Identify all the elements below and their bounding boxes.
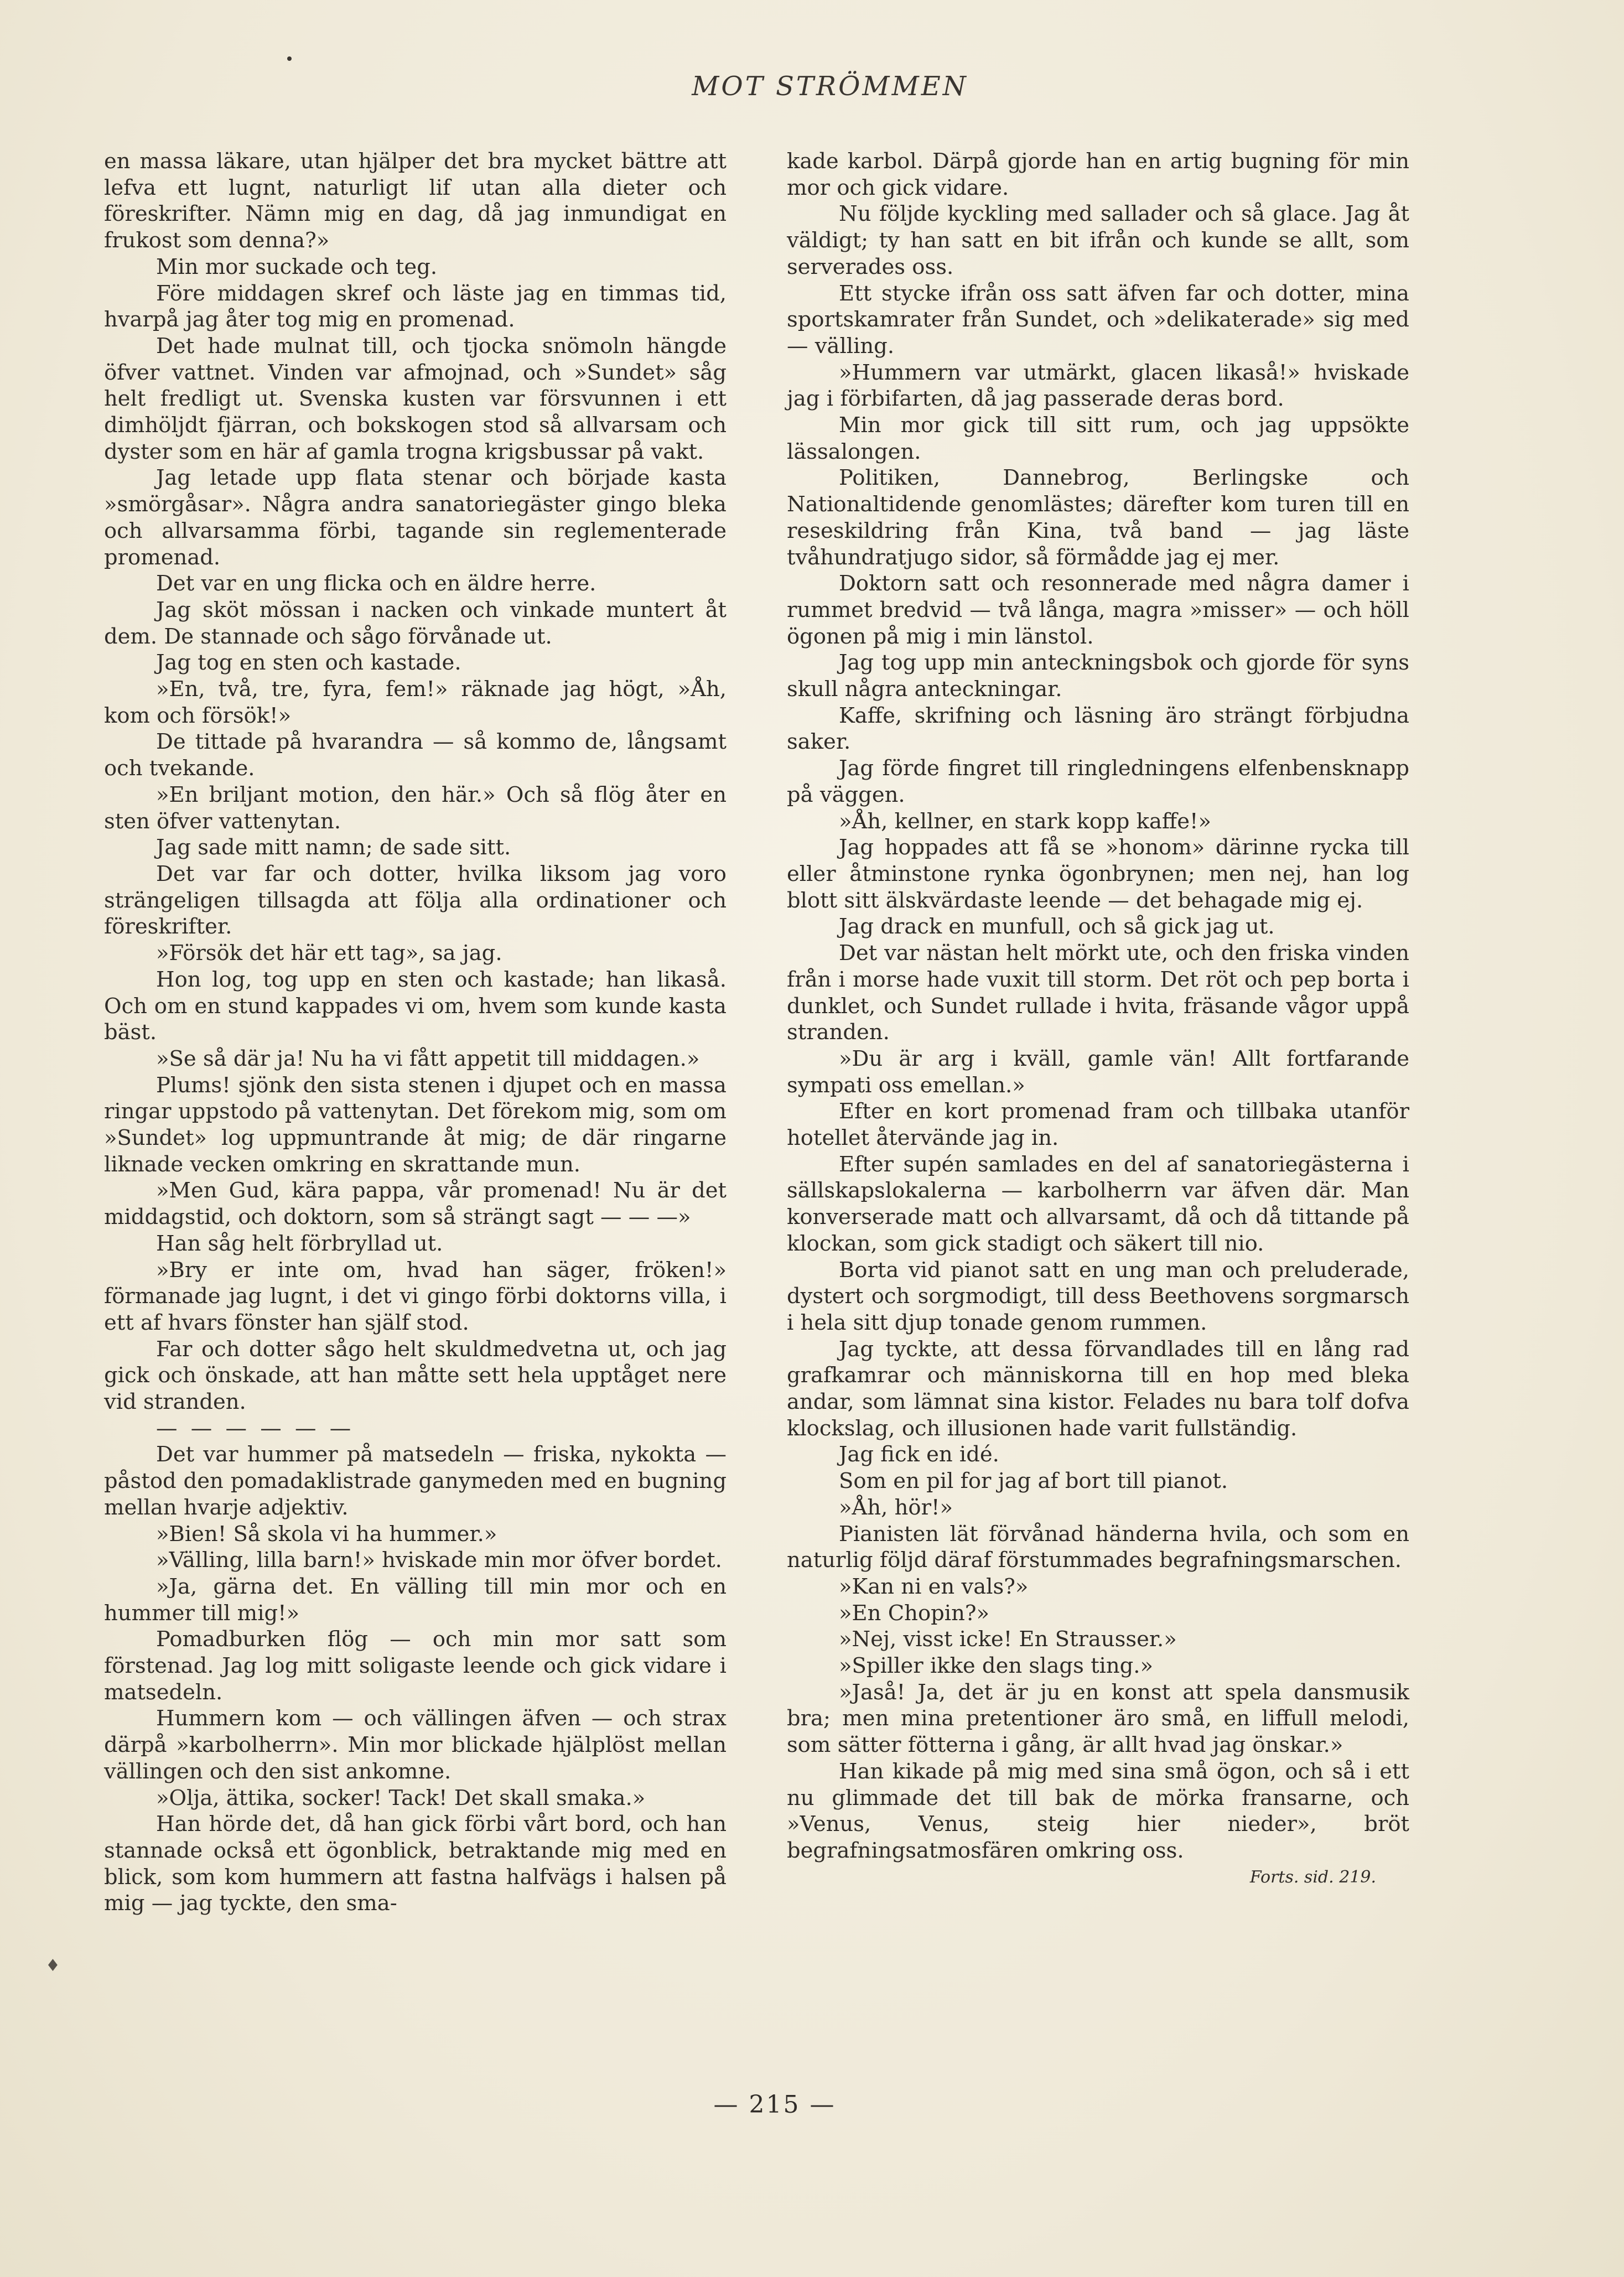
paragraph: Ett stycke ifrån oss satt äfven far och dotter, mina sportskamrater från Sundet, och »delikaterade» sig med — välling.	[787, 281, 1409, 359]
paragraph: Pianisten lät förvånad händerna hvila, och som en naturlig följd däraf förstummades begrafningsmarschen.	[787, 1521, 1409, 1573]
paragraph: Jag tog upp min anteckningsbok och gjorde för syns skull några anteckningar.	[787, 650, 1409, 702]
paragraph: Nu följde kyckling med sallader och så glace. Jag åt väldigt; ty han satt en bit ifrån och kunde se allt, som serverades oss.	[787, 201, 1409, 279]
paragraph: »Kan ni en vals?»	[839, 1574, 1029, 1599]
paragraph: Jag sköt mössan i nacken och vinkade muntert åt dem. De stannade och sågo förvånade ut.	[104, 597, 727, 649]
paragraph: Som en pil for jag af bort till pianot.	[839, 1469, 1228, 1494]
paragraph: »En, två, tre, fyra, fem!» räknade jag högt, »Åh, kom och försök!»	[104, 677, 727, 728]
paragraph: Jag sade mitt namn; de sade sitt.	[156, 835, 511, 860]
paragraph: Jag drack en munfull, och så gick jag ut.	[839, 914, 1275, 940]
page-number: — 215 —	[713, 2091, 836, 2119]
paragraph: Det var far och dotter, hvilka liksom jag voro strängeligen tillsagda att följa alla ordinationer och föreskrifter.	[104, 861, 727, 940]
paragraph: — — — — — —	[156, 1415, 355, 1441]
paragraph: »Nej, visst icke! En Strausser.»	[839, 1627, 1177, 1652]
paragraph: Borta vid pianot satt en ung man och preluderade, dystert och sorgmodigt, till dess Beethovens sorgmarsch i hela sitt djup tonade genom rummen.	[787, 1257, 1409, 1335]
paragraph: Det hade mulnat till, och tjocka snömoln hängde öfver vattnet. Vinden var afmojnad, och »Sundet» såg helt fredligt ut. Svenska kusten var försvunnen i ett dimhöljdt fjärran, och bokskogen stod så allvarsam och dyster som en här af gamla trogna krigsbussar på vakt.	[104, 333, 727, 464]
paragraph: Pomadburken flög — och min mor satt som förstenad. Jag log mitt soligaste leende och gick vidare i matsedeln.	[104, 1627, 727, 1705]
paragraph: Doktorn satt och resonnerade med några damer i rummet bredvid — två långa, magra »misser» — och höll ögonen på mig i min länstol.	[787, 571, 1409, 649]
running-header: MOT STRÖMMEN	[692, 71, 968, 102]
paragraph: Det var nästan helt mörkt ute, och den friska vinden från i morse hade vuxit till storm. Det röt och pep borta i dunklet, och Sundet rullade i hvita, fräsande vågor uppå stranden.	[787, 941, 1409, 1045]
paragraph: »Olja, ättika, socker! Tack! Det skall smaka.»	[156, 1785, 646, 1811]
paragraph: kade karbol. Därpå gjorde han en artig bugning för min mor och gick vidare.	[787, 149, 1409, 200]
paragraph: »Spiller ikke den slags ting.»	[839, 1653, 1154, 1679]
paragraph: Jag letade upp flata stenar och började kasta »smörgåsar». Några andra sanatoriegäster gingo bleka och allvarsamma förbi, tagande sin reglementerade promenad.	[104, 465, 727, 570]
paragraph: Far och dotter sågo helt skuldmedvetna ut, och jag gick och önskade, att han måtte sett hela upptåget nere vid stranden.	[104, 1336, 727, 1415]
paragraph: Efter supén samlades en del af sanatoriegästerna i sällskapslokalerna — karbolherrn var äfven där. Man konverserade matt och allvarsamt, då och då tittande på klockan, som gick stadigt och säkert till nio.	[787, 1152, 1409, 1256]
paragraph: Politiken, Dannebrog, Berlingske och Nationaltidende genomlästes; därefter kom turen till en reseskildring från Kina, två band — jag läste tvåhundratjugo sidor, så förmådde jag ej mer.	[787, 465, 1409, 570]
paragraph: »Åh, kellner, en stark kopp kaffe!»	[839, 808, 1212, 834]
paragraph: »Ja, gärna det. En välling till min mor och en hummer till mig!»	[104, 1574, 727, 1626]
left-column	[104, 148, 727, 1917]
paragraph: »Bry er inte om, hvad han säger, fröken!» förmanade jag lugnt, i det vi gingo förbi doktorns villa, i ett af hvars fönster han själf stod.	[104, 1257, 727, 1335]
paragraph: »Hummern var utmärkt, glacen likaså!» hviskade jag i förbifarten, då jag passerade deras bord.	[787, 360, 1409, 412]
paragraph: »En Chopin?»	[839, 1600, 990, 1626]
paragraph: »Välling, lilla barn!» hviskade min mor öfver bordet.	[156, 1548, 722, 1573]
paragraph: Han hörde det, då han gick förbi vårt bord, och han stannade också ett ögonblick, betraktande mig med en blick, som kom hummern att fastna halfvägs i halsen på mig — jag tyckte, den sma-	[104, 1812, 727, 1916]
paragraph: »Försök det här ett tag», sa jag.	[156, 941, 502, 966]
paragraph: en massa läkare, utan hjälper det bra mycket bättre att lefva ett lugnt, naturligt lif utan alla dieter och föreskrifter. Nämn mig en dag, då jag inmundigat en frukost som denna?»	[104, 149, 727, 253]
margin-mark: ♦	[45, 1956, 60, 1975]
paragraph: Forts. sid. 219.	[1249, 1867, 1376, 1887]
paragraph: Han kikade på mig med sina små ögon, och så i ett nu glimmade det till bak de mörka fransarne, och »Venus, Venus, steig hier nieder», bröt begrafningsatmosfären omkring oss.	[787, 1759, 1409, 1863]
paragraph: Jag fick en idé.	[839, 1442, 999, 1467]
paragraph: Jag tog en sten och kastade.	[156, 650, 461, 676]
paragraph: »Men Gud, kära pappa, vår promenad! Nu är det middagstid, och doktorn, som så strängt sagt — — —»	[104, 1178, 727, 1230]
paragraph: »Bien! Så skola vi ha hummer.»	[156, 1521, 497, 1547]
paragraph: Hummern kom — och vällingen äfven — och strax därpå »karbolherrn». Min mor blickade hjälplöst mellan vällingen och den sist ankomne.	[104, 1706, 727, 1784]
paragraph: Det var hummer på matsedeln — friska, nykokta — påstod den pomadaklistrade ganymeden med en bugning mellan hvarje adjektiv.	[104, 1442, 727, 1520]
paragraph: Han såg helt förbryllad ut.	[156, 1231, 443, 1256]
ink-dot	[287, 56, 292, 61]
paragraph: »Se så där ja! Nu ha vi fått appetit till middagen.»	[156, 1046, 700, 1071]
paragraph: »Du är arg i kväll, gamle vän! Allt fortfarande sympati oss emellan.»	[787, 1046, 1409, 1098]
paragraph: »Åh, hör!»	[839, 1495, 953, 1520]
paragraph: »Jaså! Ja, det är ju en konst att spela dansmusik bra; men mina pretentioner äro små, en liffull melodi, som sätter fötterna i gång, är allt hvad jag önskar.»	[787, 1679, 1409, 1758]
paragraph: Före middagen skref och läste jag en timmas tid, hvarpå jag åter tog mig en promenad.	[104, 281, 727, 333]
paragraph: »En briljant motion, den här.» Och så flög åter en sten öfver vattenytan.	[104, 782, 727, 834]
paragraph: Jag hoppades att få se »honom» därinne rycka till eller åtminstone rynka ögonbrynen; men nej, han log blott sitt älskvärdaste leende — det behagade mig ej.	[787, 835, 1409, 913]
paragraph: Min mor gick till sitt rum, och jag uppsökte lässalongen.	[787, 413, 1409, 464]
paragraph: De tittade på hvarandra — så kommo de, långsamt och tvekande.	[104, 729, 727, 781]
right-column	[787, 148, 1409, 1890]
paragraph: Kaffe, skrifning och läsning äro strängt förbjudna saker.	[787, 703, 1409, 755]
paragraph: Jag tyckte, att dessa förvandlades till en lång rad grafkamrar och människorna till en hop med bleka andar, som lämnat sina kistor. Felades nu bara tolf dofva klockslag, och illusionen hade varit fullständig.	[787, 1336, 1409, 1441]
paragraph: Hon log, tog upp en sten och kastade; han likaså. Och om en stund kappades vi om, hvem som kunde kasta bäst.	[104, 967, 727, 1045]
paragraph: Jag förde fingret till ringledningens elfenbensknapp på väggen.	[787, 756, 1409, 807]
paragraph: Det var en ung flicka och en äldre herre.	[156, 571, 596, 597]
paragraph: Min mor suckade och teg.	[156, 254, 438, 279]
paragraph: Plums! sjönk den sista stenen i djupet och en massa ringar uppstodo på vattenytan. Det förekom mig, som om »Sundet» log uppmuntrande åt mig; de där ringarne liknade vecken omkring en skrattande mun.	[104, 1072, 727, 1177]
paragraph: Efter en kort promenad fram och tillbaka utanför hotellet återvände jag in.	[787, 1099, 1409, 1151]
